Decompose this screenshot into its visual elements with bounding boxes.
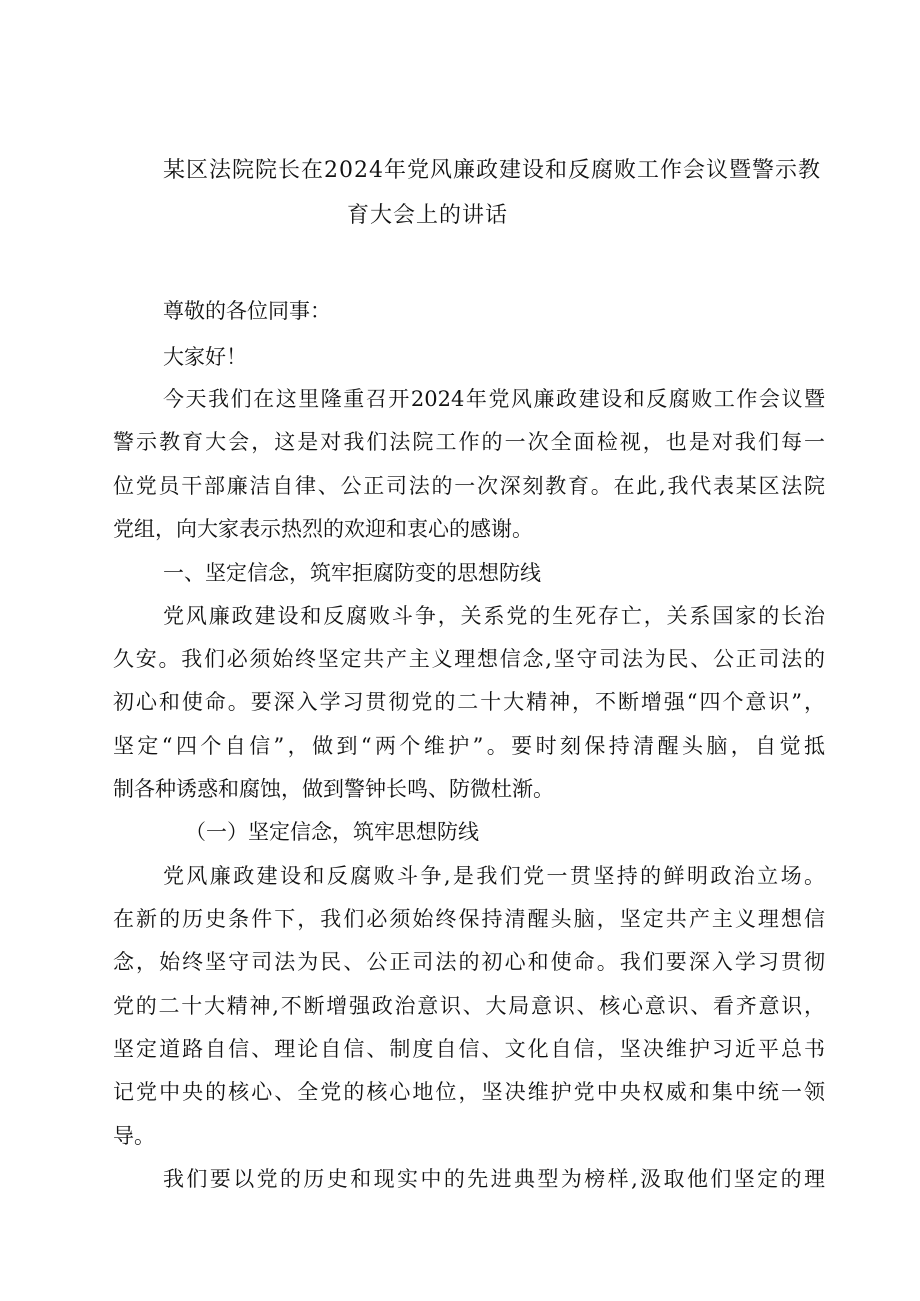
greeting: 尊敬的各位同事： <box>163 299 331 323</box>
paragraph-3-line: 念，始终坚守司法为民、公正司法的初心和使命。我们要深入学习贯彻 <box>113 950 825 974</box>
paragraph-3-line: 坚定道路自信、理论自信、制度自信、文化自信，坚决维护习近平总书 <box>113 1037 825 1061</box>
paragraph-3-line: 记党中央的核心、全党的核心地位，坚决维护党中央权威和集中统一领 <box>113 1080 825 1104</box>
paragraph-1-line: 警示教育大会，这是对我们法院工作的一次全面检视，也是对我们每一 <box>113 430 825 454</box>
paragraph-2-line: 坚定“四个自信”，做到“两个维护”。要时刻保持清醒头脑，自觉抵 <box>113 734 825 758</box>
paragraph-3-line: 在新的历史条件下，我们必须始终保持清醒头脑，坚定共产主义理想信 <box>113 907 825 931</box>
paragraph-1-line: 党组，向大家表示热烈的欢迎和衷心的感谢。 <box>113 517 533 541</box>
paragraph-2-line: 党风廉政建设和反腐败斗争，关系党的生死存亡，关系国家的长治 <box>163 604 825 628</box>
paragraph-3-line: 党风廉政建设和反腐败斗争,是我们党一贯坚持的鲜明政治立场。 <box>163 864 825 888</box>
section-heading: 一、坚定信念，筑牢拒腐防变的思想防线 <box>163 561 541 585</box>
subsection-heading: （一）坚定信念，筑牢思想防线 <box>185 820 479 844</box>
paragraph-2-line: 初心和使命。要深入学习贯彻党的二十大精神，不断增强“四个意识”， <box>113 690 825 714</box>
paragraph-4-line: 我们要以党的历史和现实中的先进典型为榜样,汲取他们坚定的理 <box>163 1167 825 1191</box>
paragraph-2-line: 久安。我们必须始终坚定共产主义理想信念,坚守司法为民、公正司法的 <box>113 647 825 671</box>
salutation: 大家好！ <box>163 345 247 369</box>
paragraph-1-line: 位党员干部廉洁自律、公正司法的一次深刻教育。在此,我代表某区法院 <box>113 474 825 498</box>
paragraph-3-line: 党的二十大精神,不断增强政治意识、大局意识、核心意识、看齐意识， <box>113 994 825 1018</box>
paragraph-2-line: 制各种诱惑和腐蚀，做到警钟长鸣、防微杜渐。 <box>113 777 554 801</box>
document-title-line-1: 某区法院院长在2024年党风廉政建设和反腐败工作会议暨警示教 <box>163 158 821 183</box>
paragraph-1-line: 今天我们在这里隆重召开2024年党风廉政建设和反腐败工作会议暨 <box>163 387 825 411</box>
paragraph-3-line: 导。 <box>113 1124 155 1148</box>
document-title-line-2: 育大会上的讲话 <box>347 203 509 228</box>
